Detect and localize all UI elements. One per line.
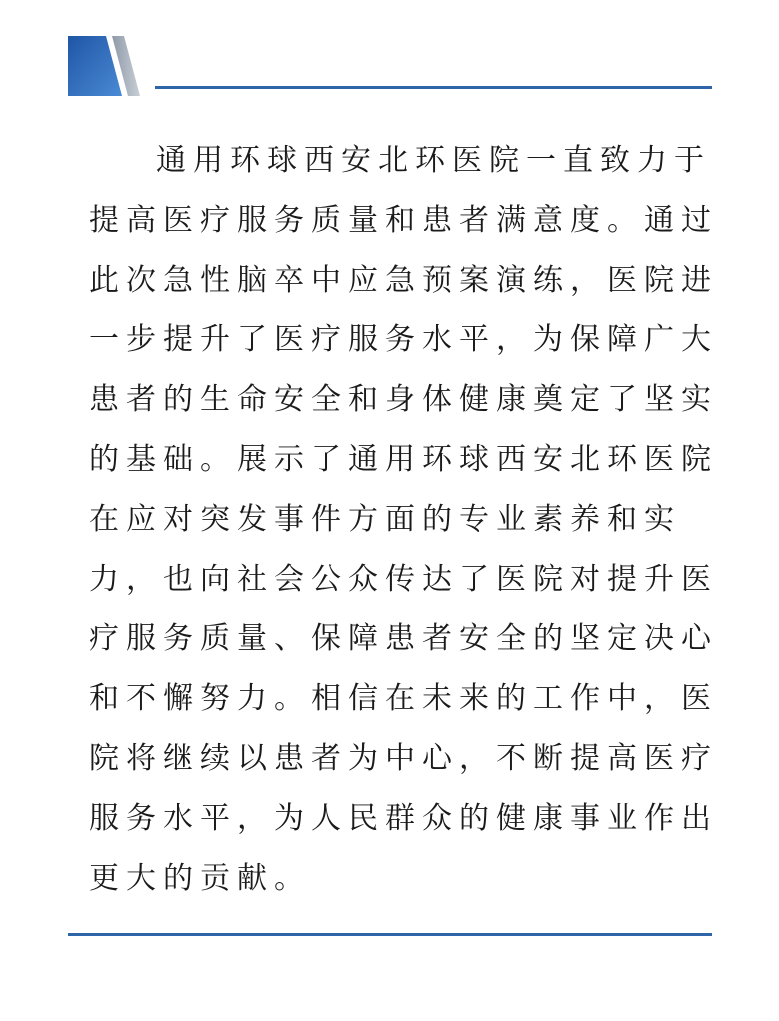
article-line: 力，也向社会公众传达了医院对提升医 (89, 561, 718, 597)
article-line: 一步提升了医疗服务水平，为保障广大 (89, 322, 718, 358)
article-line: 服务水平，为人民群众的健康事业作出 (89, 800, 718, 836)
article-line: 通用环球西安北环医院一直致力于 (156, 143, 711, 178)
article-line: 患者的生命安全和身体健康奠定了坚实 (89, 382, 718, 418)
article-body (89, 131, 718, 908)
article-line: 在应对突发事件方面的专业素养和实 (89, 501, 681, 537)
header-stripes-icon (68, 36, 158, 96)
article-line: 的基础。展示了通用环球西安北环医院 (89, 441, 718, 477)
header-divider (155, 86, 712, 89)
article-line: 院将继续以患者为中心，不断提高医疗 (89, 740, 718, 776)
header-decoration (68, 36, 158, 96)
article-line: 疗服务质量、保障患者安全的坚定决心 (89, 621, 718, 657)
article-line: 此次急性脑卒中应急预案演练，医院进 (89, 262, 718, 298)
article-line: 和不懈努力。相信在未来的工作中，医 (89, 681, 718, 717)
article-line: 更大的贡献。 (89, 860, 311, 896)
footer-divider (68, 933, 712, 936)
article-line: 提高医疗服务质量和患者满意度。通过 (89, 202, 718, 238)
